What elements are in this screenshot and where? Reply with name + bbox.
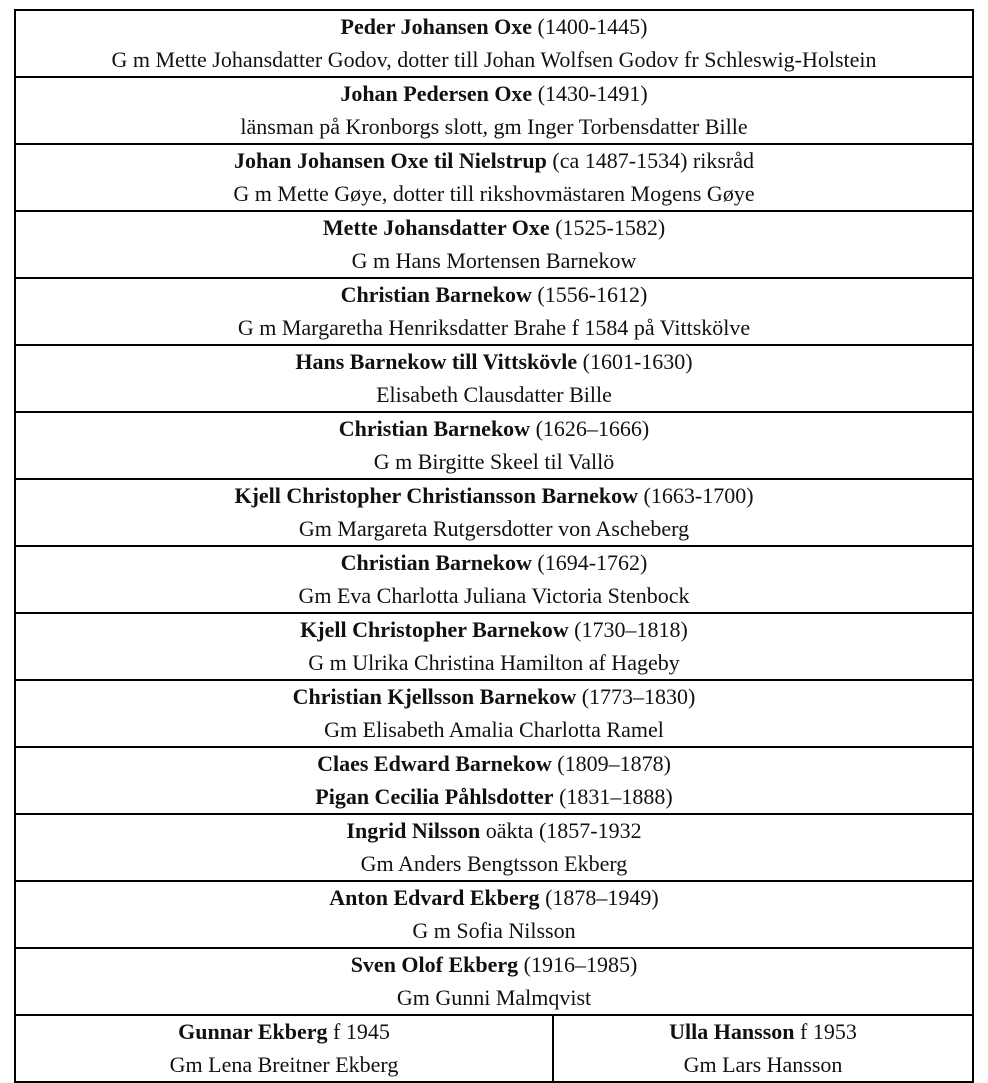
generation-row — [16, 344, 972, 411]
generation-row — [16, 76, 972, 143]
person-name: Sven Olof Ekberg — [350, 952, 519, 977]
spouse-note: G m Mette Johansdatter Godov, dotter till Johan Wolfsen Godov fr Schleswig-Holstein — [111, 46, 877, 72]
generation-row — [16, 545, 972, 612]
person-name: Christian Barnekow — [340, 550, 532, 575]
generation-row — [16, 746, 972, 813]
person-name: Mette Johansdatter Oxe — [322, 215, 550, 240]
person-name: Gunnar Ekberg — [178, 1019, 328, 1044]
spouse-note: G m Margaretha Henriksdatter Brahe f 1584 på Vittskölve — [237, 314, 751, 340]
person-name: Claes Edward Barnekow — [317, 751, 552, 776]
spouse-note: länsman på Kronborgs slott, gm Inger Torbensdatter Bille — [240, 113, 748, 139]
spouse-note: Gm Elisabeth Amalia Charlotta Ramel — [324, 716, 664, 742]
spouse-note: G m Sofia Nilsson — [412, 917, 576, 943]
person-dates: (1730–1818) — [568, 617, 688, 642]
genealogy-table — [14, 9, 974, 1083]
spouse-note: G m Ulrika Christina Hamilton af Hageby — [308, 649, 680, 675]
person-dates: (ca 1487-1534) riksråd — [546, 148, 755, 173]
person-name: Christian Kjellsson Barnekow — [292, 684, 577, 709]
generation-row — [16, 813, 972, 880]
sibling-cell-right — [554, 1016, 972, 1081]
generation-row — [16, 947, 972, 1014]
person-dates: (1601-1630) — [577, 349, 693, 374]
generation-row — [16, 880, 972, 947]
generation-row — [16, 478, 972, 545]
person-dates: (1663-1700) — [638, 483, 754, 508]
generation-row — [16, 411, 972, 478]
generation-row — [16, 210, 972, 277]
person-name: Kjell Christopher Christiansson Barnekow — [234, 483, 639, 508]
person-dates: (1400-1445) — [532, 14, 648, 39]
generation-row — [16, 277, 972, 344]
person-name: Johan Pedersen Oxe — [340, 81, 533, 106]
generation-row — [16, 679, 972, 746]
person-dates: (1878–1949) — [539, 885, 659, 910]
spouse-note: Gm Anders Bengtsson Ekberg — [360, 850, 628, 876]
person-name: Christian Barnekow — [338, 416, 531, 441]
generation-row — [16, 612, 972, 679]
partner-dates: (1831–1888) — [553, 783, 673, 809]
person-name: Anton Edvard Ekberg — [329, 885, 540, 910]
person-dates: f 1953 — [794, 1019, 857, 1044]
spouse-note: Gm Margareta Rutgersdotter von Ascheberg — [298, 515, 690, 541]
generation-row — [16, 11, 972, 76]
generation-row — [16, 143, 972, 210]
person-name: Johan Johansen Oxe til Nielstrup — [233, 148, 547, 173]
spouse-note: Elisabeth Clausdatter Bille — [376, 381, 612, 407]
person-dates: (1525-1582) — [549, 215, 666, 240]
person-dates: (1694-1762) — [531, 550, 648, 575]
person-name: Ingrid Nilsson — [346, 818, 481, 843]
person-dates: (1916–1985) — [518, 952, 638, 977]
spouse-note: G m Hans Mortensen Barnekow — [351, 247, 637, 273]
spouse-note: Gm Eva Charlotta Juliana Victoria Stenbock — [298, 582, 690, 608]
spouse-note: Gm Gunni Malmqvist — [396, 984, 592, 1010]
person-name: Peder Johansen Oxe — [340, 14, 532, 39]
person-dates: (1556-1612) — [531, 282, 648, 307]
person-name: Christian Barnekow — [340, 282, 532, 307]
person-name: Hans Barnekow till Vittskövle — [295, 349, 578, 374]
final-generation-row — [16, 1014, 972, 1081]
person-name: Kjell Christopher Barnekow — [300, 617, 569, 642]
partner-name: Pigan Cecilia Påhlsdotter — [315, 783, 554, 809]
person-dates: oäkta (1857-1932 — [480, 818, 642, 843]
person-dates: (1773–1830) — [576, 684, 696, 709]
person-dates: (1809–1878) — [551, 751, 671, 776]
spouse-note: G m Birgitte Skeel til Vallö — [373, 448, 615, 474]
spouse-note: G m Mette Gøye, dotter till rikshovmästaren Mogens Gøye — [233, 180, 755, 206]
person-dates: (1626–1666) — [530, 416, 650, 441]
person-dates: f 1945 — [327, 1019, 390, 1044]
person-name: Ulla Hansson — [669, 1019, 795, 1044]
spouse-note: Gm Lena Breitner Ekberg — [169, 1051, 399, 1077]
person-dates: (1430-1491) — [532, 81, 648, 106]
spouse-note: Gm Lars Hansson — [683, 1051, 843, 1077]
sibling-cell-left — [16, 1016, 554, 1081]
